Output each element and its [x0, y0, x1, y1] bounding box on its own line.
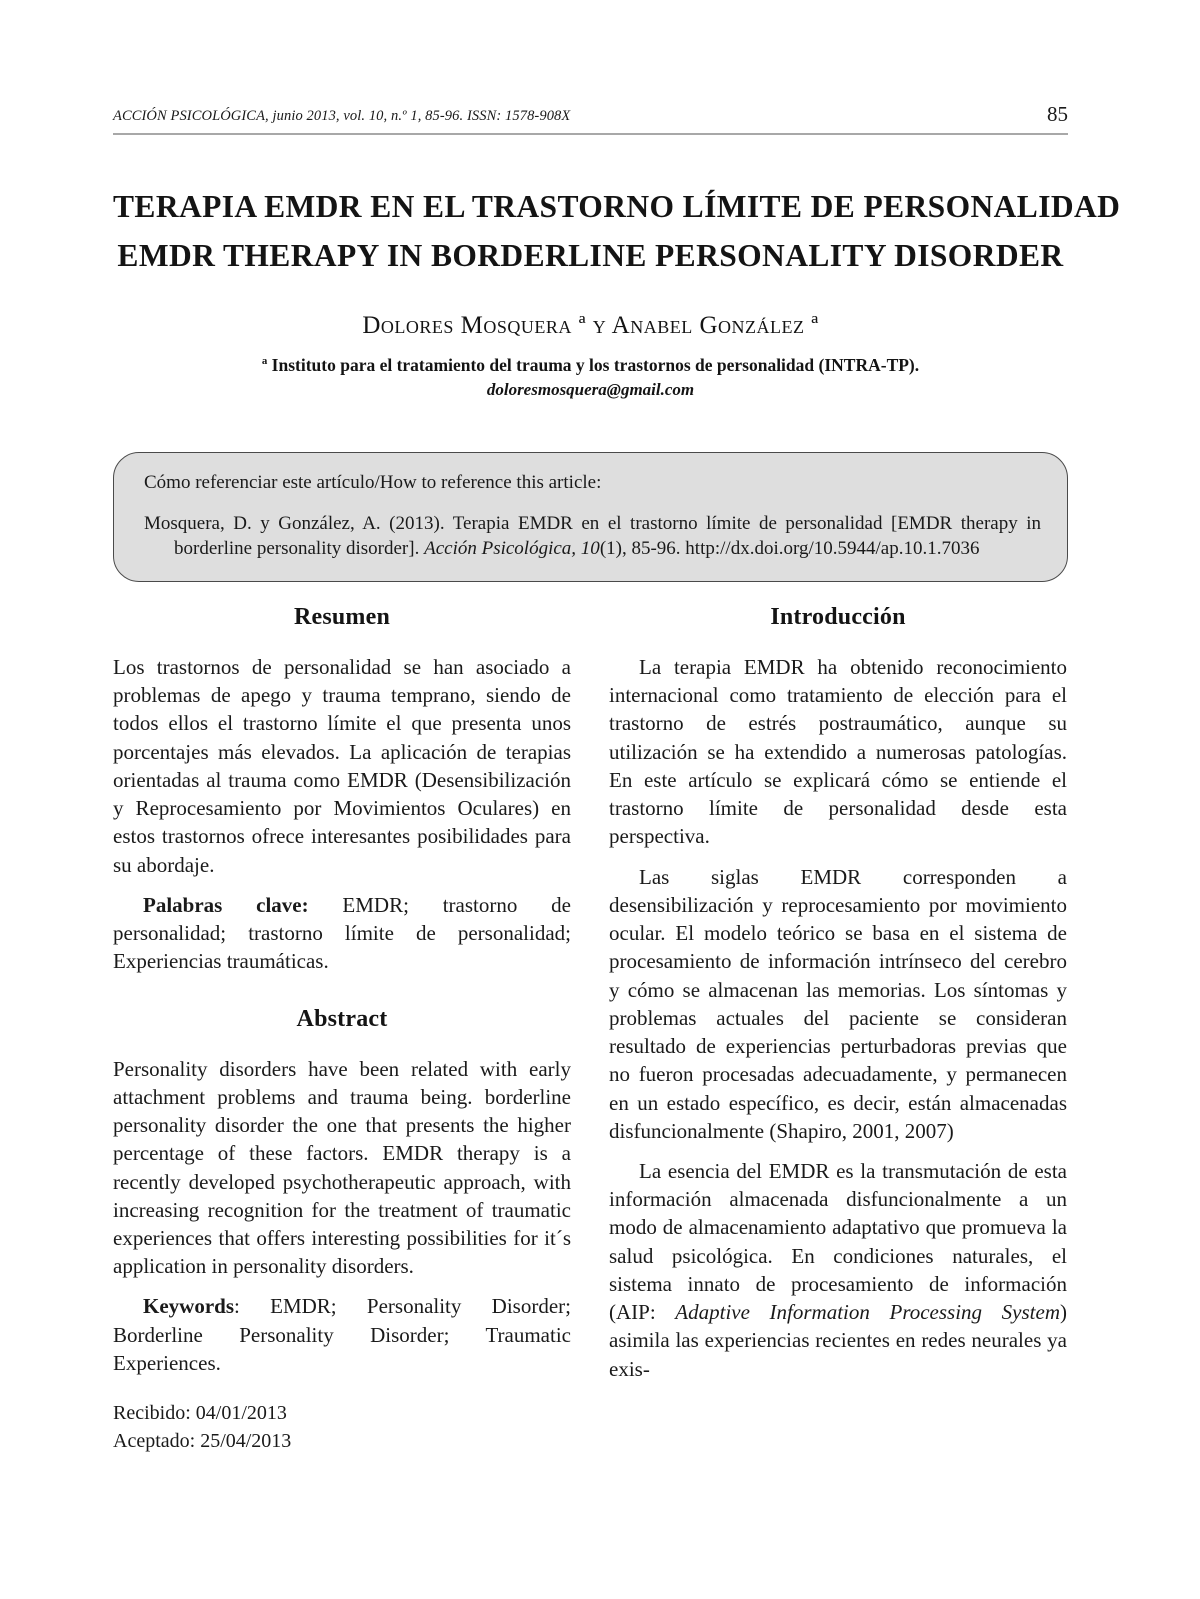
- intro-paragraph-1: La terapia EMDR ha obtenido reconocimiento internacional como tratamiento de elección para el trastorno de estrés postraumático, aunque su utilización se ha extendido a numerosas patologías. En este artículo se explicará cómo se entiende el trastorno límite de personalidad desde esta perspectiva.: [609, 655, 1067, 849]
- reference-text-part-1: Mosquera, D. y González, A. (2013). Terapia EMDR en el trastorno límite de personalidad [EMDR therapy in borderline personality disorder].: [144, 512, 1041, 559]
- abstract-paragraph: Personality disorders have been related with early attachment problems and trauma being. borderline personality disorder the one that presents the higher percentage of these factors. EMDR therapy is a recently developed psychotherapeutic approach, with increasing recognition for the treatment of traumatic experiences that offers interesting possibilities for it´s application in personality disorders.: [113, 1056, 571, 1279]
- intro-p3-italic-term: Adaptive Information Processing System: [675, 1300, 1060, 1325]
- affiliation-text: Instituto para el tratamiento del trauma y los trastornos de personalidad (INTRA-TP).: [271, 355, 920, 376]
- header-rule: [113, 133, 1068, 135]
- how-to-cite-box: [113, 452, 1068, 582]
- intro-p3-part-2: ) asimila las experiencias recientes en redes neurales ya exis-: [609, 1300, 1067, 1381]
- journal-citation-line: ACCIÓN PSICOLÓGICA, junio 2013, vol. 10, n.º 1, 85-96. ISSN: 1578-908X: [113, 108, 571, 124]
- author-email[interactable]: doloresmosquera@gmail.com: [486, 380, 695, 400]
- author-list: [113, 312, 1068, 340]
- left-column: [113, 604, 571, 1383]
- author-affiliation: [113, 354, 1068, 378]
- affiliation-marker: a: [261, 355, 268, 368]
- page-number: 85: [1047, 102, 1068, 126]
- date-accepted: Aceptado: 25/04/2013: [113, 1430, 292, 1453]
- title-block: [113, 185, 1121, 400]
- section-heading-abstract: Abstract: [296, 1005, 388, 1032]
- keywords-paragraph: [113, 1292, 571, 1377]
- running-head: [113, 104, 1068, 125]
- palabras-clave-text: EMDR; trastorno de personalidad; trastorno límite de personalidad; Experiencias traumáticas.: [113, 892, 571, 974]
- resumen-paragraph: Los trastornos de personalidad se han asociado a problemas de apego y trauma temprano, siendo de todos ellos el trastorno límite el que presenta unos porcentajes más elevados. La aplicación de terapias orientadas al trauma como EMDR (Desensibilización y Reprocesamiento por Movimientos Oculares) en estos trastornos ofrece interesantes posibilidades para su abordaje.: [113, 655, 571, 877]
- keywords-label: Keywords: [143, 1294, 234, 1319]
- reference-text-part-2: (1), 85-96. http://dx.doi.org/10.5944/ap.10.1.7036: [599, 537, 980, 559]
- keywords-text: : EMDR; Personality Disorder; Borderline Personality Disorder; Traumatic Experiences.: [113, 1294, 571, 1375]
- right-column: [609, 604, 1067, 1383]
- page-title-spanish: TERAPIA EMDR EN EL TRASTORNO LÍMITE DE PERSONALIDAD: [113, 189, 1121, 224]
- intro-p3-part-1: La esencia del EMDR es la transmutación de esta información almacenada disfuncionalmente a un modo de almacenamiento adaptativo que promueva la salud psicológica. En condiciones naturales, el sistema innato de procesamiento de información (AIP:: [609, 1158, 1067, 1325]
- date-received: Recibido: 04/01/2013: [113, 1402, 287, 1424]
- palabras-clave-paragraph: [113, 891, 571, 976]
- palabras-clave-label: Palabras clave:: [143, 892, 309, 917]
- body-columns: [113, 604, 1068, 1383]
- page-title-english: EMDR THERAPY IN BORDERLINE PERSONALITY DISORDER: [117, 237, 1064, 273]
- reference-journal-italic: Acción Psicológica, 10: [424, 537, 600, 559]
- submission-dates: [113, 1399, 291, 1456]
- section-heading-introduccion: Introducción: [770, 604, 906, 630]
- how-to-cite-reference: [138, 511, 1041, 562]
- section-heading-resumen: Resumen: [293, 604, 391, 630]
- how-to-cite-heading: Cómo referenciar este artículo/How to reference this article:: [144, 472, 602, 493]
- intro-paragraph-2: Las siglas EMDR corresponden a desensibilización y reprocesamiento por movimiento ocular. El modelo teórico se basa en el sistema de procesamiento de información intrínseco del cerebro y cómo se almacenan las memorias. Los síntomas y problemas actuales del paciente se consideran resultado de experiencias perturbadoras previas que no fueron procesadas adecuadamente, y permanecen en un estado específico, es decir, están almacenadas disfuncionalmente (Shapiro, 2001, 2007): [609, 864, 1067, 1143]
- intro-paragraph-3: [609, 1157, 1067, 1383]
- author-names: Dolores Mosquera ª y Anabel González ª: [362, 312, 819, 340]
